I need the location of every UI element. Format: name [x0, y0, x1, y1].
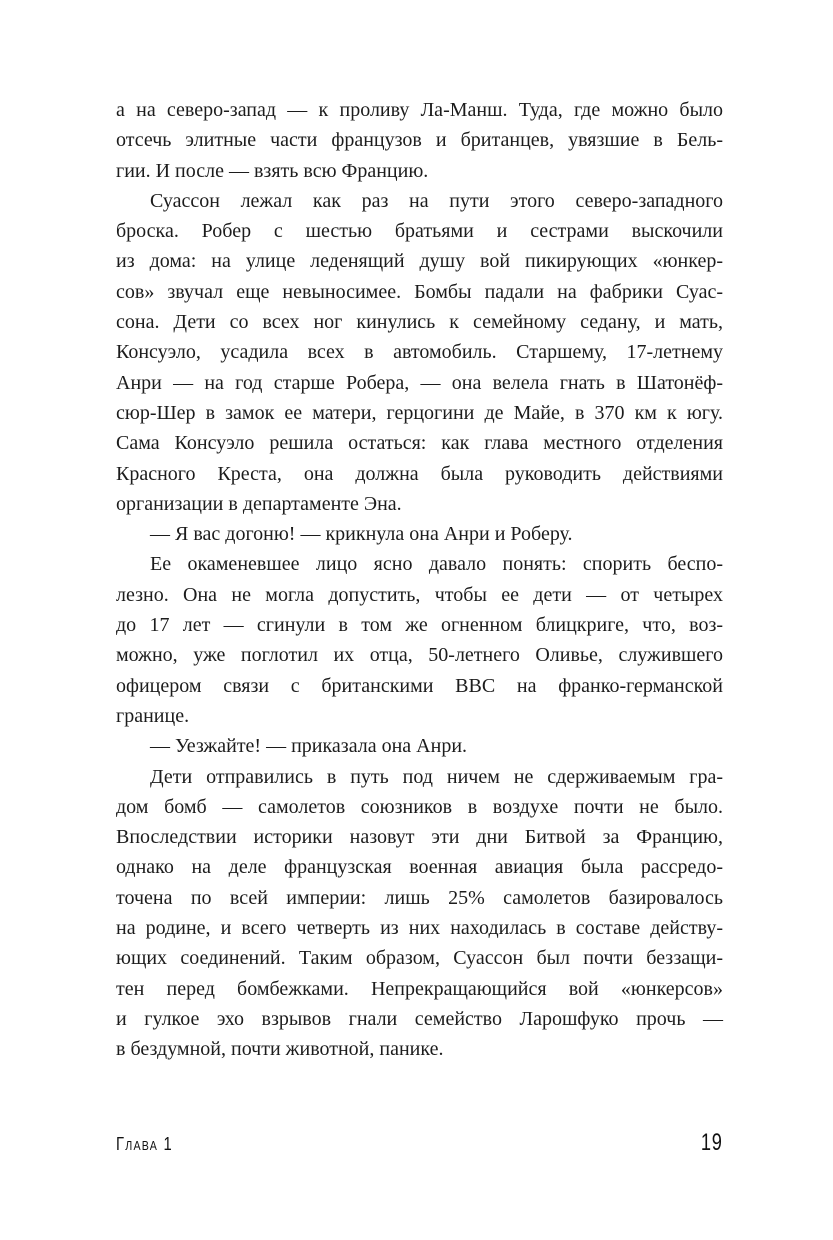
- text-line: можно, уже поглотил их отца, 50-летнего Оливье, служившего: [116, 644, 723, 667]
- text-line: организации в департаменте Эна.: [116, 492, 402, 515]
- text-line: дом бомб — самолетов союзников в воздухе почти не было.: [116, 795, 723, 818]
- paragraph: [116, 519, 723, 549]
- text-line: офицером связи с британскими ВВС на франко-германской: [116, 674, 723, 697]
- text-line: однако на деле французская военная авиация была рассредо-: [116, 856, 723, 879]
- text-line: — Я вас догоню! — крикнула она Анри и Роберу.: [150, 523, 573, 546]
- text-line: Суассон лежал как раз на пути этого северо-западного: [150, 189, 723, 212]
- text-line: из дома: на улице леденящий душу вой пикирующих «юнкер-: [116, 250, 723, 273]
- text-line: Красного Креста, она должна была руководить действиями: [116, 462, 723, 485]
- text-line: Впоследствии историки назовут эти дни Битвой за Францию,: [116, 826, 723, 849]
- text-line: а на северо-запад — к проливу Ла-Манш. Туда, где можно было: [116, 99, 723, 121]
- paragraph: [116, 762, 723, 1065]
- paragraph: [116, 731, 723, 761]
- footer-page-number: 19: [701, 1129, 723, 1156]
- footer-chapter-label: Глава 1: [116, 1134, 173, 1154]
- text-line: гии. И после — взять всю Францию.: [116, 159, 429, 182]
- text-line: в бездумной, почти животной, панике.: [116, 1038, 444, 1061]
- text-line: точена по всей империи: лишь 25% самолетов базировалось: [116, 886, 723, 909]
- text-line: броска. Робер с шестью братьями и сестрами выскочили: [116, 220, 723, 243]
- text-line: тен перед бомбежками. Непрекращающийся вой «юнкерсов»: [116, 977, 723, 1000]
- text-line: отсечь элитные части французов и британцев, увязшие в Бель-: [116, 129, 723, 152]
- text-line: и гулкое эхо взрывов гнали семейство Ларошфуко прочь —: [116, 1007, 723, 1030]
- text-line: сюр-Шер в замок ее матери, герцогини де Майе, в 370 км к югу.: [116, 401, 723, 424]
- text-line: Анри — на год старше Робера, — она велела гнать в Шатонёф-: [116, 371, 723, 394]
- text-line: Консуэло, усадила всех в автомобиль. Старшему, 17-летнему: [116, 341, 723, 364]
- text-line: лезно. Она не могла допустить, чтобы ее дети — от четырех: [116, 583, 723, 606]
- text-line: Сама Консуэло решила остаться: как глава местного отделения: [116, 432, 723, 455]
- text-line: сов» звучал еще невыносимее. Бомбы падали на фабрики Суас-: [116, 280, 723, 303]
- text-line: Ее окаменевшее лицо ясно давало понять: спорить беспо-: [150, 553, 723, 576]
- page-footer: [116, 1129, 723, 1157]
- text-line: Дети отправились в путь под ничем не сдерживаемым гра-: [150, 765, 723, 788]
- text-line: на родине, и всего четверть из них находилась в составе действу-: [116, 917, 723, 940]
- paragraph: [116, 186, 723, 519]
- text-line: границе.: [116, 704, 190, 727]
- text-block: [116, 95, 723, 1065]
- text-line: до 17 лет — сгинули в том же огненном блицкриге, что, воз-: [116, 614, 723, 637]
- paragraph: [116, 549, 723, 731]
- text-line: ющих соединений. Таким образом, Суассон был почти беззащи-: [116, 947, 723, 970]
- text-line: — Уезжайте! — приказала она Анри.: [150, 735, 468, 758]
- paragraph: [116, 95, 723, 186]
- text-line: сона. Дети со всех ног кинулись к семейному седану, и мать,: [116, 311, 723, 334]
